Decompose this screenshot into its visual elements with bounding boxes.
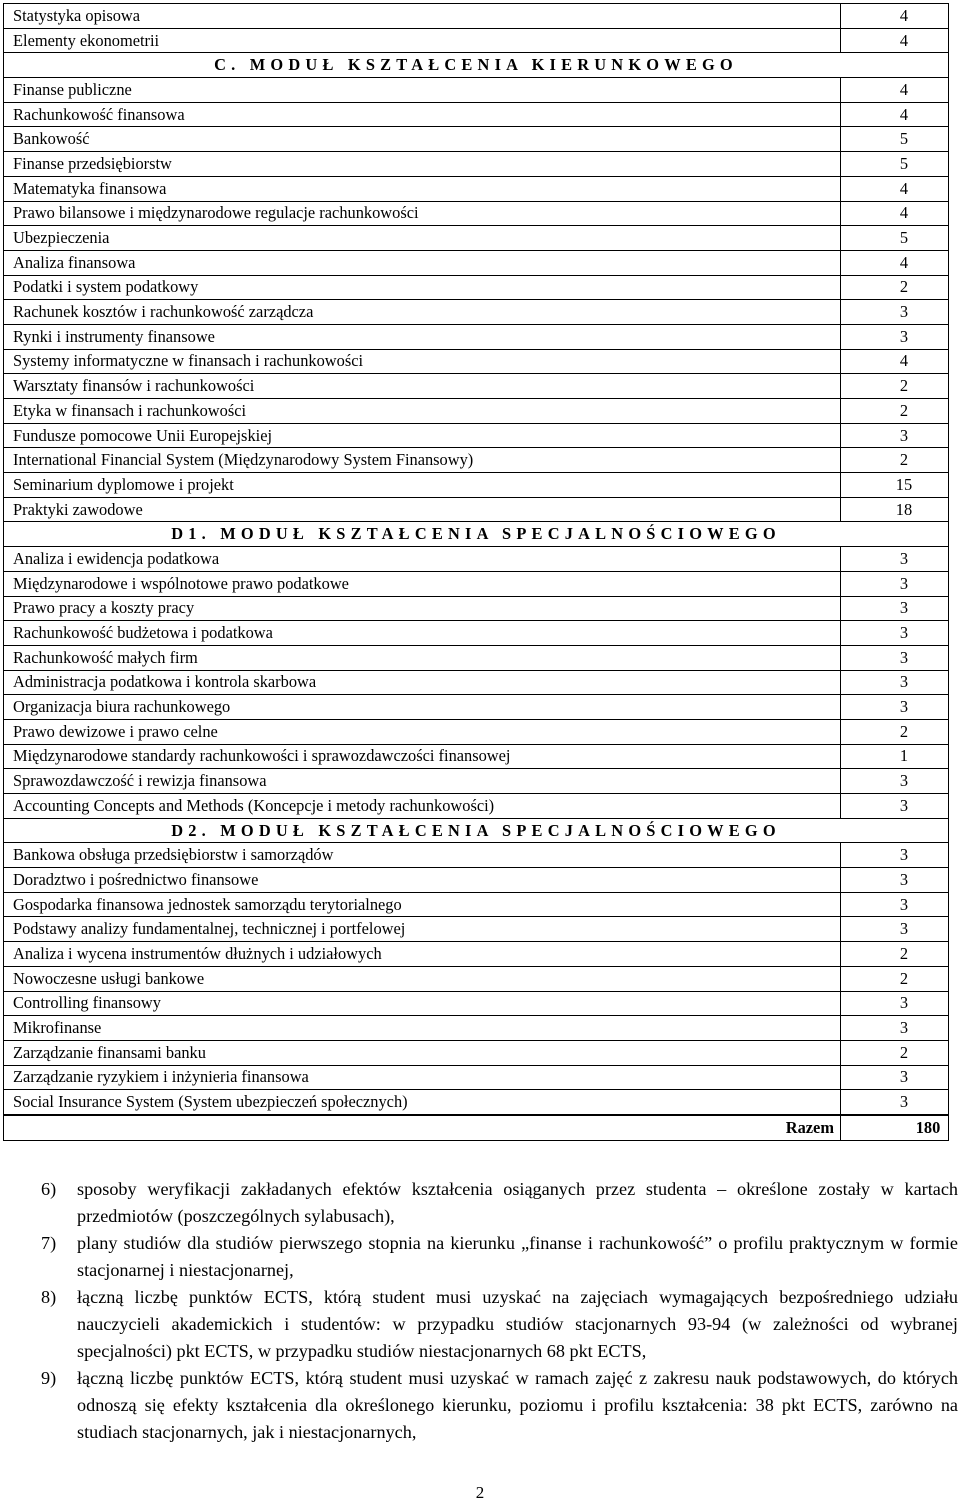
table-row — [4, 78, 949, 103]
course-name: Rachunkowość budżetowa i podatkowa — [4, 621, 841, 646]
course-name: Analiza finansowa — [4, 250, 841, 275]
course-name: Bankowość — [4, 127, 841, 152]
course-name: Controlling finansowy — [4, 991, 841, 1016]
ects-value: 5 — [899, 129, 909, 149]
ects-value: 3 — [899, 697, 909, 717]
course-name: Matematyka finansowa — [4, 176, 841, 201]
module-header-row — [4, 818, 949, 843]
table-row — [4, 1065, 949, 1090]
ects-value: 3 — [899, 1092, 909, 1112]
table-row — [4, 645, 949, 670]
ects-cell — [841, 176, 949, 201]
ects-cell — [841, 571, 949, 596]
table-row — [4, 374, 949, 399]
ects-value: 2 — [899, 376, 909, 396]
ects-value: 2 — [899, 721, 909, 741]
note-number: 8) — [41, 1287, 57, 1307]
ects-value: 4 — [899, 203, 909, 223]
ects-cell — [841, 324, 949, 349]
table-row — [4, 966, 949, 991]
ects-cell — [841, 152, 949, 177]
ects-cell — [841, 1065, 949, 1090]
ects-value: 5 — [899, 228, 909, 248]
ects-value: 18 — [895, 499, 913, 519]
ects-value: 2 — [899, 400, 909, 420]
table-row — [4, 448, 949, 473]
ects-cell — [841, 744, 949, 769]
ects-value: 4 — [899, 5, 909, 25]
table-row — [4, 152, 949, 177]
course-name: Social Insurance System (System ubezpieczeń społecznych) — [4, 1090, 841, 1115]
ects-cell — [841, 991, 949, 1016]
ects-cell — [841, 275, 949, 300]
ects-value: 3 — [899, 326, 909, 346]
table-row — [4, 324, 949, 349]
ects-cell — [841, 892, 949, 917]
ects-cell — [841, 300, 949, 325]
table-row — [4, 843, 949, 868]
table-row — [4, 571, 949, 596]
course-name: Zarządzanie finansami banku — [4, 1040, 841, 1065]
ects-cell — [841, 78, 949, 103]
table-row — [4, 868, 949, 893]
ects-cell — [841, 917, 949, 942]
table-row — [4, 201, 949, 226]
ects-cell — [841, 843, 949, 868]
table-row — [4, 300, 949, 325]
table-row — [4, 423, 949, 448]
course-name: Międzynarodowe i wspólnotowe prawo podatkowe — [4, 571, 841, 596]
ects-value: 3 — [899, 993, 909, 1013]
table-row — [4, 596, 949, 621]
ects-cell — [841, 1016, 949, 1041]
table-row — [4, 670, 949, 695]
note-item — [0, 1176, 960, 1230]
table-row — [4, 28, 949, 53]
course-name: Finanse przedsiębiorstw — [4, 152, 841, 177]
ects-cell — [841, 127, 949, 152]
ects-value: 3 — [899, 919, 909, 939]
ects-table — [3, 3, 949, 1141]
course-name: Ubezpieczenia — [4, 226, 841, 251]
module-header-row — [4, 522, 949, 547]
table-row — [4, 226, 949, 251]
ects-value: 4 — [899, 30, 909, 50]
course-name: Administracja podatkowa i kontrola skarbowa — [4, 670, 841, 695]
ects-cell — [841, 374, 949, 399]
course-name: Międzynarodowe standardy rachunkowości i sprawozdawczości finansowej — [4, 744, 841, 769]
ects-cell — [841, 1040, 949, 1065]
course-name: Prawo pracy a koszty pracy — [4, 596, 841, 621]
table-row — [4, 917, 949, 942]
ects-cell — [841, 201, 949, 226]
ects-value: 4 — [899, 351, 909, 371]
course-name: Rachunek kosztów i rachunkowość zarządcza — [4, 300, 841, 325]
table-row — [4, 942, 949, 967]
table-row — [4, 991, 949, 1016]
note-text: plany studiów dla studiów pierwszego stopnia na kierunku „finanse i rachunkowość” o profilu praktycznym w formie stacjonarnej i niestacjonarnej, — [77, 1233, 958, 1280]
ects-value: 4 — [899, 79, 909, 99]
ects-value: 5 — [899, 153, 909, 173]
ects-cell — [841, 695, 949, 720]
table-row — [4, 547, 949, 572]
ects-value: 2 — [899, 943, 909, 963]
note-item — [0, 1284, 960, 1365]
ects-cell — [841, 4, 949, 29]
ects-value: 3 — [899, 869, 909, 889]
page-number: 2 — [475, 1483, 485, 1502]
ects-value: 2 — [899, 1042, 909, 1062]
note-text: łączną liczbę punktów ECTS, którą student musi uzyskać na zajęciach wymagających bezpośredniego udziału nauczycieli akademickich i studentów: w przypadku studiów stacjonarnych 93-94 (w zależności od wybranej specjalności) pkt ECTS, w przypadku studiów niestacjonarnych 68 pkt ECTS, — [77, 1287, 958, 1361]
note-text: łączną liczbę punktów ECTS, którą student musi uzyskać w ramach zajęć z zakresu nauk podstawowych, do których odnoszą się efekty kształcenia dla określonego kierunku, poziomu i profilu kształcenia: 38 pkt ECTS, zarówno na studiach stacjonarnych, jak i niestacjonarnych, — [77, 1368, 958, 1442]
ects-cell — [841, 670, 949, 695]
table-row — [4, 1090, 949, 1115]
ects-cell — [841, 28, 949, 53]
ects-value: 4 — [899, 252, 909, 272]
note-item — [0, 1365, 960, 1446]
course-name: Prawo dewizowe i prawo celne — [4, 719, 841, 744]
note-number: 6) — [41, 1179, 57, 1199]
ects-cell — [841, 226, 949, 251]
course-name: Rynki i instrumenty finansowe — [4, 324, 841, 349]
course-name: Fundusze pomocowe Unii Europejskiej — [4, 423, 841, 448]
course-name: International Financial System (Międzynarodowy System Finansowy) — [4, 448, 841, 473]
course-name: Organizacja biura rachunkowego — [4, 695, 841, 720]
table-row — [4, 349, 949, 374]
ects-value: 4 — [899, 178, 909, 198]
ects-cell — [841, 473, 949, 498]
ects-value: 3 — [899, 1067, 909, 1087]
ects-cell — [841, 719, 949, 744]
ects-value: 3 — [899, 771, 909, 791]
course-name: Finanse publiczne — [4, 78, 841, 103]
ects-value: 3 — [899, 672, 909, 692]
table-row — [4, 719, 949, 744]
course-name: Prawo bilansowe i międzynarodowe regulacje rachunkowości — [4, 201, 841, 226]
ects-value: 4 — [899, 104, 909, 124]
course-name: Bankowa obsługa przedsiębiorstw i samorządów — [4, 843, 841, 868]
ects-value: 2 — [899, 450, 909, 470]
module-header: D2. MODUŁ KSZTAŁCENIA SPECJALNOŚCIOWEGO — [4, 818, 949, 843]
note-item — [0, 1230, 960, 1284]
table-row — [4, 102, 949, 127]
course-name: Zarządzanie ryzykiem i inżynieria finansowa — [4, 1065, 841, 1090]
course-name: Doradztwo i pośrednictwo finansowe — [4, 868, 841, 893]
course-name: Systemy informatyczne w finansach i rachunkowości — [4, 349, 841, 374]
ects-cell — [841, 102, 949, 127]
ects-cell — [841, 794, 949, 819]
ects-value: 3 — [899, 623, 909, 643]
ects-cell — [841, 966, 949, 991]
module-header-row — [4, 53, 949, 78]
course-name: Elementy ekonometrii — [4, 28, 841, 53]
table-row — [4, 127, 949, 152]
ects-value: 2 — [899, 277, 909, 297]
ects-value: 3 — [899, 598, 909, 618]
notes-list — [0, 1176, 960, 1446]
table-row — [4, 769, 949, 794]
ects-cell — [841, 942, 949, 967]
ects-cell — [841, 250, 949, 275]
table-row — [4, 497, 949, 522]
course-name: Analiza i wycena instrumentów dłużnych i udziałowych — [4, 942, 841, 967]
table-row — [4, 250, 949, 275]
ects-cell — [841, 596, 949, 621]
table-row — [4, 621, 949, 646]
table-row — [4, 275, 949, 300]
ects-cell — [841, 868, 949, 893]
total-cell — [841, 1115, 949, 1140]
ects-cell — [841, 621, 949, 646]
course-name: Gospodarka finansowa jednostek samorządu terytorialnego — [4, 892, 841, 917]
ects-value: 3 — [899, 548, 909, 568]
course-name: Warsztaty finansów i rachunkowości — [4, 374, 841, 399]
ects-value: 3 — [899, 1018, 909, 1038]
table-row — [4, 473, 949, 498]
table-row — [4, 176, 949, 201]
total-label: Razem — [4, 1115, 841, 1140]
note-number: 7) — [41, 1233, 57, 1253]
course-name: Mikrofinanse — [4, 1016, 841, 1041]
course-name: Podstawy analizy fundamentalnej, technicznej i portfelowej — [4, 917, 841, 942]
ects-cell — [841, 547, 949, 572]
table-row — [4, 1016, 949, 1041]
course-name: Sprawozdawczość i rewizja finansowa — [4, 769, 841, 794]
ects-value: 3 — [899, 894, 909, 914]
course-name: Rachunkowość małych firm — [4, 645, 841, 670]
ects-cell — [841, 769, 949, 794]
module-header: C. MODUŁ KSZTAŁCENIA KIERUNKOWEGO — [4, 53, 949, 78]
course-name: Rachunkowość finansowa — [4, 102, 841, 127]
course-name: Seminarium dyplomowe i projekt — [4, 473, 841, 498]
ects-cell — [841, 448, 949, 473]
course-name: Nowoczesne usługi bankowe — [4, 966, 841, 991]
ects-cell — [841, 497, 949, 522]
ects-value: 1 — [899, 746, 909, 766]
ects-value: 3 — [899, 573, 909, 593]
ects-cell — [841, 645, 949, 670]
table-row — [4, 399, 949, 424]
ects-value: 3 — [899, 425, 909, 445]
ects-value: 3 — [899, 302, 909, 322]
ects-value: 15 — [895, 474, 913, 494]
course-name: Podatki i system podatkowy — [4, 275, 841, 300]
course-name: Accounting Concepts and Methods (Koncepcje i metody rachunkowości) — [4, 794, 841, 819]
note-text: sposoby weryfikacji zakładanych efektów kształcenia osiąganych przez studenta – określone zostały w kartach przedmiotów (poszczególnych sylabusach), — [77, 1179, 958, 1226]
ects-cell — [841, 349, 949, 374]
course-name: Praktyki zawodowe — [4, 497, 841, 522]
module-header: D1. MODUŁ KSZTAŁCENIA SPECJALNOŚCIOWEGO — [4, 522, 949, 547]
course-name: Statystyka opisowa — [4, 4, 841, 29]
ects-cell — [841, 1090, 949, 1115]
ects-value: 3 — [899, 647, 909, 667]
table-row — [4, 4, 949, 29]
ects-value: 2 — [899, 968, 909, 988]
ects-value: 3 — [899, 795, 909, 815]
note-number: 9) — [41, 1368, 57, 1388]
ects-value: 3 — [899, 845, 909, 865]
course-name: Analiza i ewidencja podatkowa — [4, 547, 841, 572]
table-row — [4, 695, 949, 720]
table-row — [4, 892, 949, 917]
table-row — [4, 744, 949, 769]
table-row — [4, 794, 949, 819]
total-value: 180 — [915, 1117, 941, 1137]
ects-cell — [841, 399, 949, 424]
table-row — [4, 1040, 949, 1065]
total-row — [4, 1115, 949, 1140]
ects-cell — [841, 423, 949, 448]
course-name: Etyka w finansach i rachunkowości — [4, 399, 841, 424]
